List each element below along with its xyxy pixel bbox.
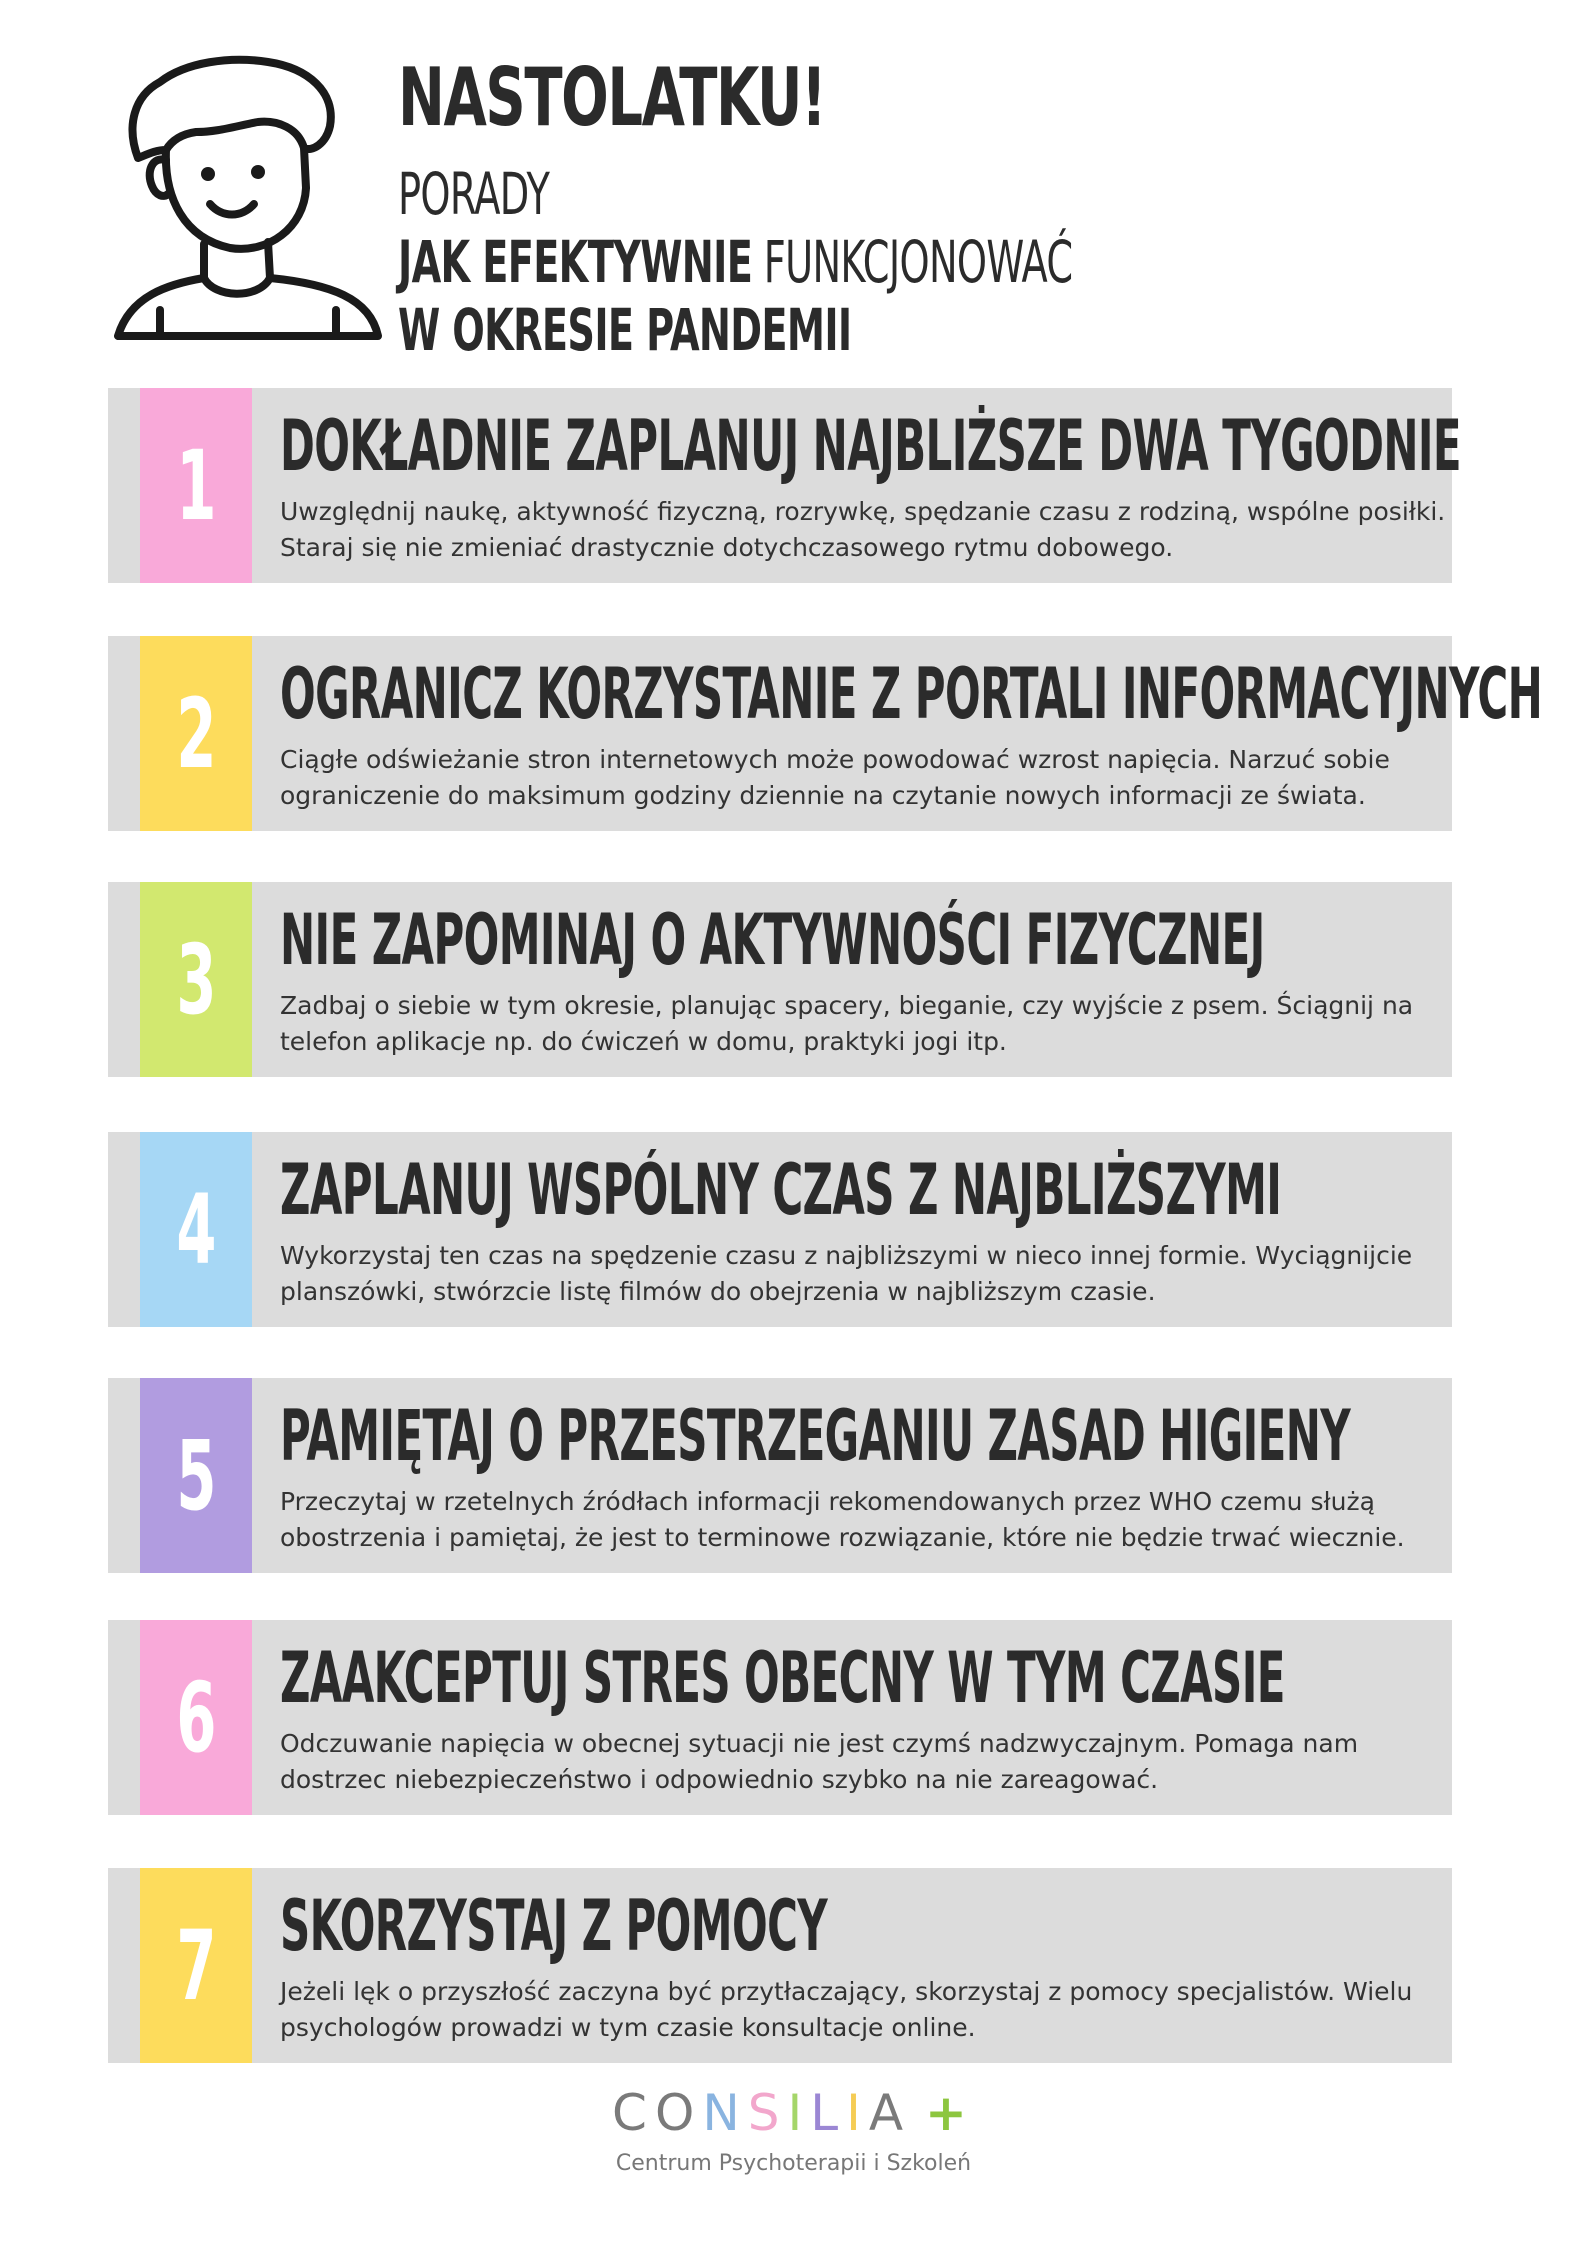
subtitle-line-2: W OKRESIE PANDEMII xyxy=(398,296,852,364)
tip-number-badge xyxy=(140,1132,252,1327)
tip-number-badge xyxy=(140,882,252,1077)
tip-title: PAMIĘTAJ O PRZESTRZEGANIU ZASAD HIGIENY xyxy=(280,1395,1351,1477)
tip-description: Wykorzystaj ten czas na spędzenie czasu z najbliższymi w nieco innej formie. Wyciągnijcie planszówki, stwórzcie listę filmów do obejrzenia w najbliższym czasie. xyxy=(280,1241,1413,1306)
logo-letter: L xyxy=(810,2084,847,2142)
tip-number: 6 xyxy=(175,1661,217,1774)
teen-illustration-icon xyxy=(108,48,390,348)
logo-letter: C xyxy=(612,2084,655,2142)
tip-number-badge xyxy=(140,1868,252,2063)
tip-number: 1 xyxy=(175,429,217,542)
tip-title: NIE ZAPOMINAJ O AKTYWNOŚCI FIZYCZNEJ xyxy=(280,899,1265,981)
tip-number-badge xyxy=(140,1378,252,1573)
tip-card-5 xyxy=(108,1378,1452,1573)
tip-card-3 xyxy=(108,882,1452,1077)
logo-letter: O xyxy=(654,2084,703,2142)
logo-plus-icon: + xyxy=(925,2084,975,2142)
page-subtitle xyxy=(398,160,1072,364)
tip-description: Jeżeli lęk o przyszłość zaczyna być przytłaczający, skorzystaj z pomocy specjalistów. Wielu psychologów prowadzi w tym czasie konsultacje online. xyxy=(280,1977,1413,2042)
tip-card-7 xyxy=(108,1868,1452,2063)
subtitle-part-b: JAK EFEKTYWNIE xyxy=(398,228,753,296)
tip-number-badge xyxy=(140,636,252,831)
tip-number: 7 xyxy=(175,1909,217,2022)
tip-card-6 xyxy=(108,1620,1452,1815)
tip-card-4 xyxy=(108,1132,1452,1327)
tip-description: Uwzględnij naukę, aktywność fizyczną, rozrywkę, spędzanie czasu z rodziną, wspólne posiłki. Staraj się nie zmieniać drastycznie dotychczasowego rytmu dobowego. xyxy=(280,497,1446,562)
tip-card-2 xyxy=(108,636,1543,831)
page-title: NASTOLATKU! xyxy=(398,51,826,144)
tip-title: ZAAKCEPTUJ STRES OBECNY W TYM CZASIE xyxy=(280,1637,1285,1719)
tip-number-badge xyxy=(140,1620,252,1815)
tip-description: Przeczytaj w rzetelnych źródłach informacji rekomendowanych przez WHO czemu służą obostrzenia i pamiętaj, że jest to terminowe rozwiązanie, które nie będzie trwać wiecznie. xyxy=(280,1487,1405,1552)
subtitle-part-a: PORADY xyxy=(398,160,550,228)
tip-number-badge xyxy=(140,388,252,583)
subtitle-part-c: FUNKCJONOWAĆ xyxy=(752,228,1073,296)
tip-number: 3 xyxy=(175,923,217,1036)
tip-description: Ciągłe odświeżanie stron internetowych może powodować wzrost napięcia. Narzuć sobie ograniczenie do maksimum godziny dziennie na czytanie nowych informacji ze świata. xyxy=(280,745,1390,810)
tip-title: ZAPLANUJ WSPÓLNY CZAS Z NAJBLIŻSZYMI xyxy=(280,1149,1282,1231)
tip-title: OGRANICZ KORZYSTANIE Z PORTALI INFORMACYJNYCH xyxy=(280,653,1543,735)
tip-number: 2 xyxy=(175,677,217,790)
logo-letter: I xyxy=(787,2084,811,2142)
tip-title: DOKŁADNIE ZAPLANUJ NAJBLIŻSZE DWA TYGODNIE xyxy=(280,405,1462,487)
logo-tagline: Centrum Psychoterapii i Szkoleń xyxy=(615,2151,972,2176)
tip-card-1 xyxy=(108,388,1462,583)
consilia-logo xyxy=(0,2085,1587,2176)
logo-letter: S xyxy=(747,2084,788,2142)
logo-letter: I xyxy=(846,2084,869,2142)
tip-title: SKORZYSTAJ Z POMOCY xyxy=(280,1885,828,1967)
tip-description: Zadbaj o siebie w tym okresie, planując spacery, bieganie, czy wyjście z psem. Ściągnij na telefon aplikacje np. do ćwiczeń w domu, praktyki jogi itp. xyxy=(280,991,1414,1056)
logo-letter: N xyxy=(702,2084,748,2142)
tip-number: 5 xyxy=(175,1419,217,1532)
logo-wordmark xyxy=(0,2085,1587,2141)
tip-description: Odczuwanie napięcia w obecnej sytuacji nie jest czymś nadzwyczajnym. Pomaga nam dostrzec niebezpieczeństwo i odpowiednio szybko na nie zareagować. xyxy=(280,1729,1359,1794)
logo-letter: A xyxy=(868,2084,912,2142)
tip-number: 4 xyxy=(175,1173,217,1286)
